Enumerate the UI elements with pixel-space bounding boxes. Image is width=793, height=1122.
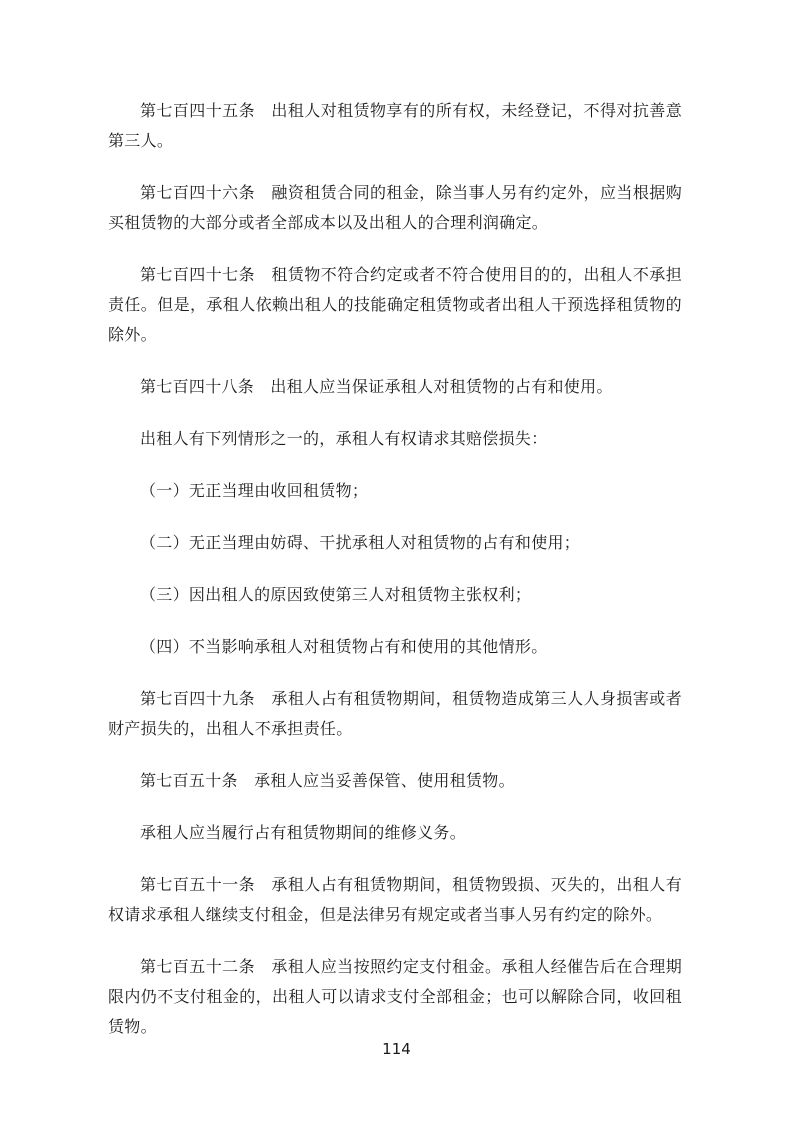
document-body	[108, 96, 682, 1064]
paragraph-article-746: 第七百四十六条 融资租赁合同的租金，除当事人另有约定外，应当根据购买租赁物的大部分或者全部成本以及出租人的合理利润确定。	[108, 183, 682, 232]
paragraph-article-752: 第七百五十二条 承租人应当按照约定支付租金。承租人经催告后在合理期限内仍不支付租金的，出租人可以请求支付全部租金；也可以解除合同，收回租赁物。	[108, 957, 682, 1036]
paragraph-article-750-clause: 承租人应当履行占有租赁物期间的维修义务。	[140, 823, 467, 842]
paragraph-item-2: （二）无正当理由妨碍、干扰承租人对租赁物的占有和使用；	[140, 533, 581, 552]
paragraph-article-750: 第七百五十条 承租人应当妥善保管、使用租赁物。	[140, 771, 515, 790]
paragraph-item-3: （三）因出租人的原因致使第三人对租赁物主张权利；	[140, 585, 532, 604]
paragraph-article-751: 第七百五十一条 承租人占有租赁物期间，租赁物毁损、灭失的，出租人有权请求承租人继续支付租金，但是法律另有规定或者当事人另有约定的除外。	[108, 875, 682, 924]
paragraph-article-749: 第七百四十九条 承租人占有租赁物期间，租赁物造成第三人人身损害或者财产损失的，出租人不承担责任。	[108, 689, 682, 738]
paragraph-item-4: （四）不当影响承租人对租赁物占有和使用的其他情形。	[140, 637, 548, 656]
paragraph-article-745: 第七百四十五条 出租人对租赁物享有的所有权，未经登记，不得对抗善意第三人。	[108, 101, 682, 150]
paragraph-article-747: 第七百四十七条 租赁物不符合约定或者不符合使用目的的，出租人不承担责任。但是，承租人依赖出租人的技能确定租赁物或者出租人干预选择租赁物的除外。	[108, 265, 682, 344]
paragraph-article-748-intro: 出租人有下列情形之一的，承租人有权请求其赔偿损失：	[140, 429, 548, 448]
paragraph-item-1: （一）无正当理由收回租赁物；	[140, 481, 369, 500]
page-number: 114	[382, 1040, 411, 1058]
paragraph-article-748: 第七百四十八条 出租人应当保证承租人对租赁物的占有和使用。	[140, 377, 613, 396]
